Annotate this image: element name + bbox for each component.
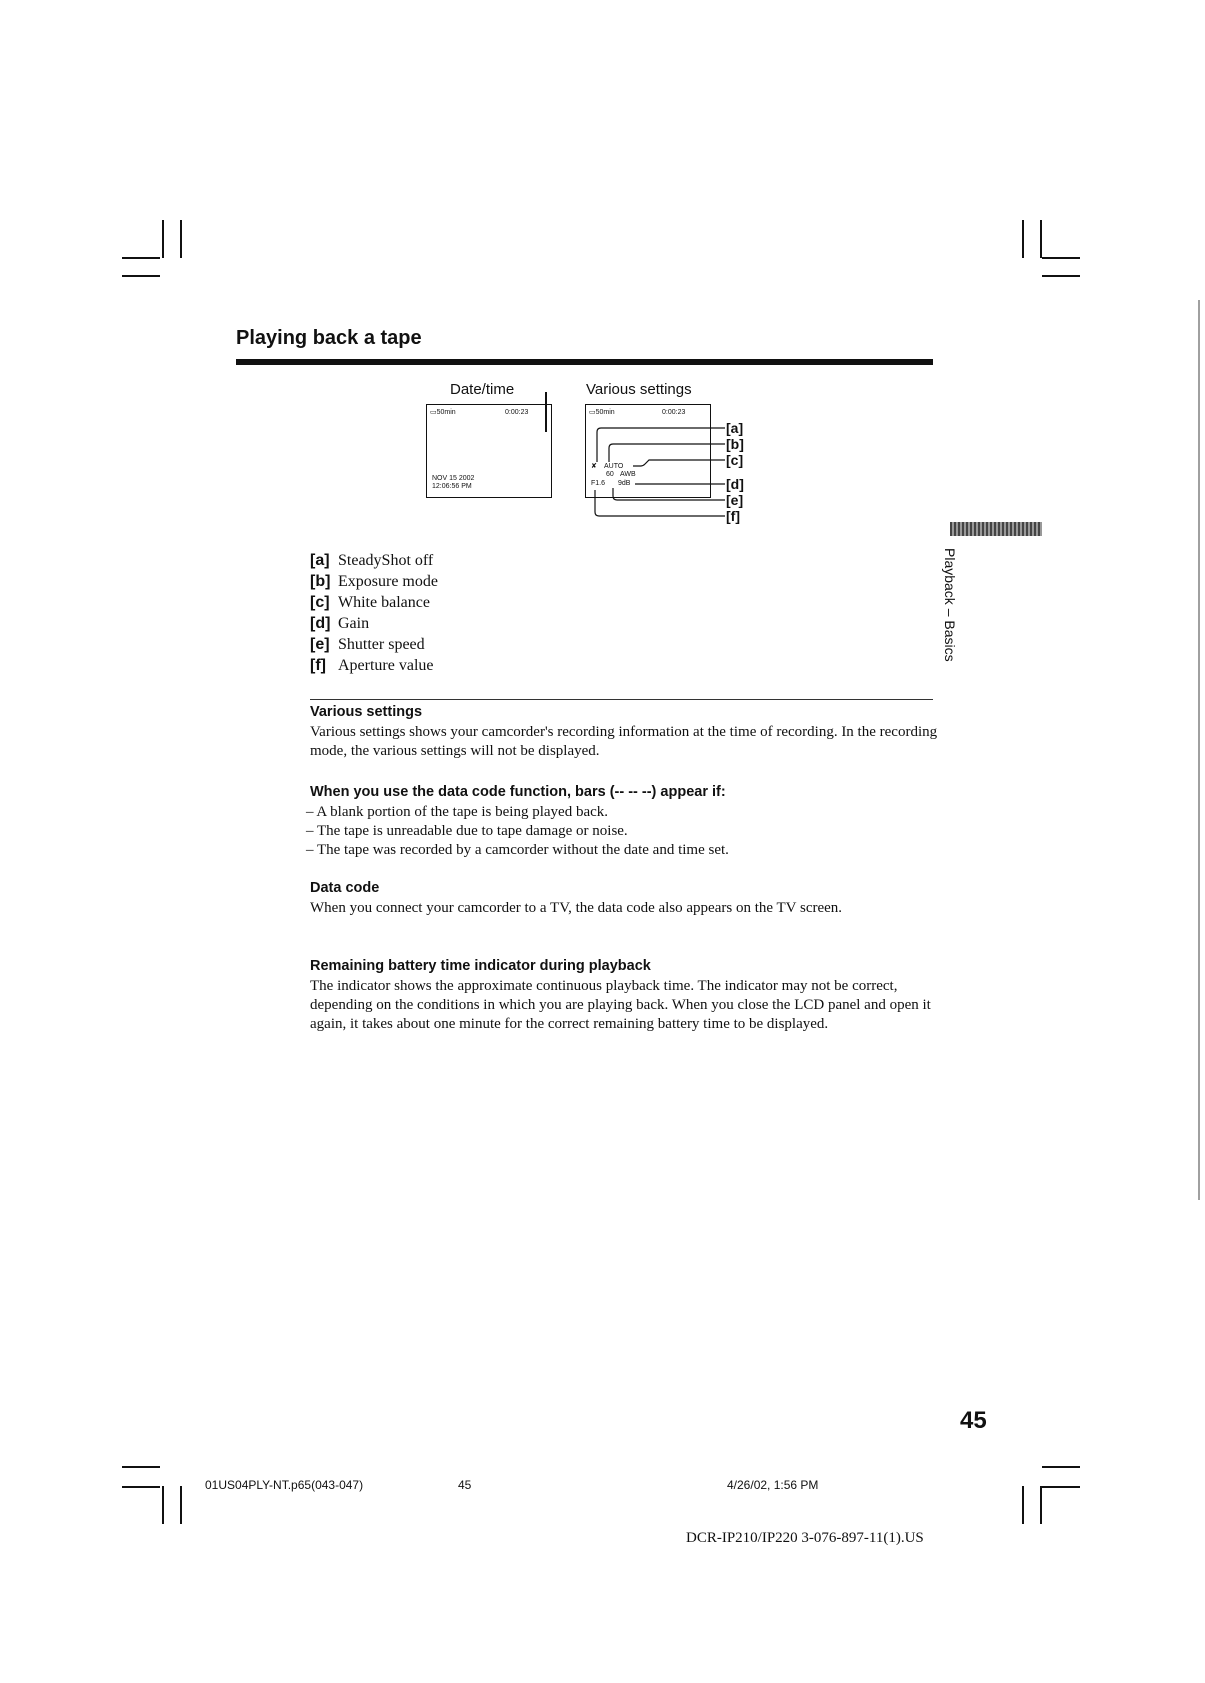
legend-item-a [310,552,433,570]
crop-mark-tl-v1 [162,220,164,258]
footer-file: 01US04PLY-NT.p65(043-047) [205,1478,364,1492]
callout-f: [f] [726,508,740,524]
crop-mark-tl-h [122,257,160,259]
white-balance-number: 60 [606,471,614,478]
legend-key: [c] [310,594,330,611]
date-readout: NOV 15 2002 [432,475,475,482]
callout-d: [d] [726,476,744,492]
callout-e: [e] [726,492,744,508]
crop-mark-br-h2 [1042,1486,1080,1488]
bars-item-3: – The tape was recorded by a camcorder without the date and time set. [306,842,729,858]
legend-text: SteadyShot off [338,552,434,569]
crop-mark-bl-h [122,1466,160,1468]
crop-mark-tr-h [1042,257,1080,259]
document-id: DCR-IP210/IP220 3-076-897-11(1).US [686,1530,924,1546]
title-rule [236,359,933,365]
crop-mark-bl-h2 [122,1486,160,1488]
gain-indicator: 9dB [618,480,631,487]
notes-rule [310,699,933,700]
crop-mark-bl-v1 [162,1486,164,1524]
date-time-pointer [545,392,547,432]
legend-key: [b] [310,573,331,590]
registration-bar-right [1198,300,1200,1200]
tape-remaining-2: ▭50min [589,409,615,416]
legend-item-c [310,594,430,612]
chapter-tab-label [940,548,960,668]
bars-item-2: – The tape is unreadable due to tape damage or noise. [306,823,628,839]
battery-heading: Remaining battery time indicator during playback [310,958,651,974]
footer-date: 4/26/02, 1:56 PM [727,1478,819,1492]
legend-key: [e] [310,636,330,653]
data-code-bars-heading: When you use the data code function, bars (-- -- --) appear if: [310,784,726,800]
legend-item-e [310,636,425,654]
time-counter: 0:00:23 [505,409,529,416]
page-number: 45 [960,1407,987,1434]
date-time-screen [426,404,552,498]
steadyshot-indicator: ✘ [591,463,597,470]
crop-mark-tr-h2 [1042,275,1080,277]
crop-mark-br-v1 [1022,1486,1024,1524]
white-balance-indicator: AWB [620,471,636,478]
callout-c: [c] [726,452,744,468]
various-settings-body: Various settings shows your camcorder's recording information at the time of recording. In the recording mode, the various settings will not be displayed. [310,724,938,759]
crop-mark-tl-h2 [122,275,160,277]
legend-item-d [310,615,369,633]
crop-mark-br-v2 [1040,1486,1042,1524]
callout-lines [585,404,735,534]
time-counter-2: 0:00:23 [662,409,686,416]
callout-a: [a] [726,420,744,436]
legend-text: White balance [338,594,430,611]
crop-mark-tl-v2 [180,220,182,258]
chapter-tab-text: Playback – Basics [942,548,958,662]
data-code-body: When you connect your camcorder to a TV, the data code also appears on the TV screen. [310,900,843,916]
data-code-heading: Data code [310,880,380,896]
crop-mark-tr-v2 [1040,220,1042,258]
various-settings-heading: Various settings [310,704,423,720]
time-readout: 12:06:56 PM [432,483,472,490]
tape-remaining: ▭50min [430,409,456,416]
footer-page: 45 [458,1478,472,1492]
diagram-right-label: Various settings [586,381,692,398]
legend-text: Aperture value [338,657,434,674]
legend-item-b [310,573,438,591]
callout-b: [b] [726,436,744,452]
legend-key: [a] [310,552,330,569]
legend-text: Gain [338,615,370,632]
section-title: Playing back a tape [236,327,422,349]
legend-key: [f] [310,657,326,674]
crop-mark-br-h [1042,1466,1080,1468]
aperture-indicator: F1.6 [591,480,606,487]
battery-body: The indicator shows the approximate continuous playback time. The indicator may not be correct, depending on the conditions in which you are playing back. When you close the LCD panel and open it again, it takes about one minute for the correct remaining battery time to be displayed. [310,978,931,1032]
diagram-left-label: Date/time [450,381,515,398]
crop-mark-bl-v2 [180,1486,182,1524]
exposure-indicator: AUTO [604,463,624,470]
legend-text: Exposure mode [338,573,438,590]
chapter-tab-marker [950,522,1042,536]
legend-key: [d] [310,615,331,632]
crop-mark-tr-v1 [1022,220,1024,258]
legend-item-f [310,657,434,675]
legend-text: Shutter speed [338,636,425,653]
bars-item-1: – A blank portion of the tape is being played back. [306,804,609,820]
